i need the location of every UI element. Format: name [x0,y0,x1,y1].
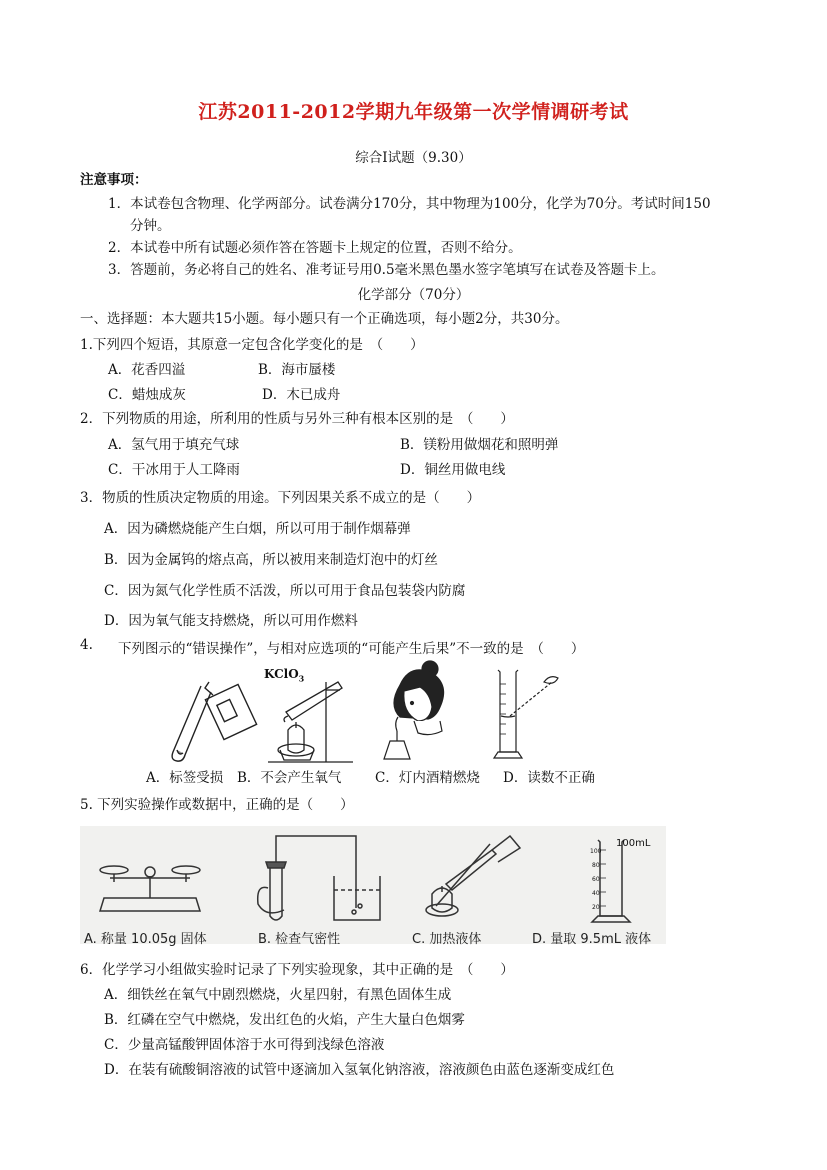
q2-option-c: C．干冰用于人工降雨 [108,462,240,478]
q2-option-d: D．铜丝用做电线 [400,462,506,478]
q2-option-b: B．镁粉用做烟花和照明弹 [400,437,559,453]
q5-tick-40: 40 [592,890,600,897]
q4-caption-c: C．灯内酒精燃烧 [375,770,480,786]
q6-option-d: D．在装有硫酸铜溶液的试管中逐滴加入氢氧化钠溶液，溶液颜色由蓝色逐渐变成红色 [104,1062,615,1078]
q3-option-d: D．因为氧气能支持燃烧，所以可用作燃料 [104,613,358,629]
q4-figure-d [488,660,568,765]
q5-cylinder-capacity: 100mL [616,838,651,849]
q6-option-b: B．红磷在空气中燃烧，发出红色的火焰，产生大量白色烟雾 [104,1012,465,1028]
page-title: 江苏2011-2012学期九年级第一次学情调研考试 [198,101,629,123]
q1-option-c: C．蜡烛成灰 [108,387,186,403]
q4-number: 4. [80,637,93,653]
q4-figure-b [258,670,358,765]
q2-option-a: A．氢气用于填充气球 [108,437,240,453]
q4-figure-c [370,655,465,767]
notice-item-1: 1．本试卷包含物理、化学两部分。试卷满分170分，其中物理为100分，化学为70分。考试时间150 [108,196,711,212]
notice-item-2: 2．本试卷中所有试题必须作答在答题卡上规定的位置，否则不给分。 [108,240,522,256]
q3-stem: 3．物质的性质决定物质的用途。下列因果关系不成立的是（ ） [80,490,481,506]
q1-option-d: D．木已成舟 [262,387,341,403]
notice-item-3: 3．答题前，务必将自己的姓名、准考证号用0.5毫米黑色墨水签字笔填写在试卷及答题卡上。 [108,262,665,278]
q4-caption-b: B．不会产生氧气 [237,770,342,786]
notice-item-1-cont: 分钟。 [130,218,171,234]
q4-caption-a: A．标签受损 [146,770,224,786]
q3-option-c: C．因为氮气化学性质不活泼，所以可用于食品包装袋内防腐 [104,583,466,599]
q6-option-c: C．少量高锰酸钾固体溶于水可得到浅绿色溶液 [104,1037,385,1053]
q5-tick-80: 80 [592,862,600,869]
q5-caption-c: C. 加热液体 [412,932,482,947]
q3-option-a: A．因为磷燃烧能产生白烟，所以可用于制作烟幕弹 [104,521,411,537]
section-heading: 一、选择题：本大题共15小题。每小题只有一个正确选项，每小题2分，共30分。 [80,311,569,327]
q4-figure-a [165,660,265,765]
q6-option-a: A．细铁丝在氧气中剧烈燃烧，火星四射，有黑色固体生成 [104,987,452,1003]
q3-option-b: B．因为金属钨的熔点高，所以被用来制造灯泡中的灯丝 [104,552,438,568]
q1-option-a: A．花香四溢 [108,362,186,378]
notice-heading: 注意事项： [80,172,148,188]
page-subtitle: 综合Ⅰ试题（9.30） [355,150,472,166]
q5-caption-b: B. 检查气密性 [258,932,341,947]
q4-caption-d: D．读数不正确 [503,770,595,786]
q4-stem: 下列图示的“错误操作”，与相对应选项的“可能产生后果”不一致的是 （ ） [118,641,585,657]
q6-stem: 6．化学学习小组做实验时记录了下列实验现象，其中正确的是 （ ） [80,962,514,978]
q1-option-b: B．海市蜃楼 [258,362,336,378]
q1-stem: 1.下列四个短语，其原意一定包含化学变化的是 （ ） [80,337,424,353]
q5-tick-60: 60 [592,876,600,883]
q5-stem: 5. 下列实验操作或数据中，正确的是（ ） [80,797,354,813]
q4-kclo3-label: KClO$_3$ [264,667,305,684]
q5-tick-20: 20 [592,904,600,911]
q5-caption-a: A. 称量 10.05g 固体 [84,932,207,947]
q5-tick-100: 100 [590,848,602,855]
q5-caption-d: D. 量取 9.5mL 液体 [532,932,652,947]
q2-stem: 2．下列物质的用途，所利用的性质与另外三种有根本区别的是 （ ） [80,411,514,427]
q5-figure-drawings [80,826,666,926]
part-title: 化学部分（70分） [357,287,470,303]
